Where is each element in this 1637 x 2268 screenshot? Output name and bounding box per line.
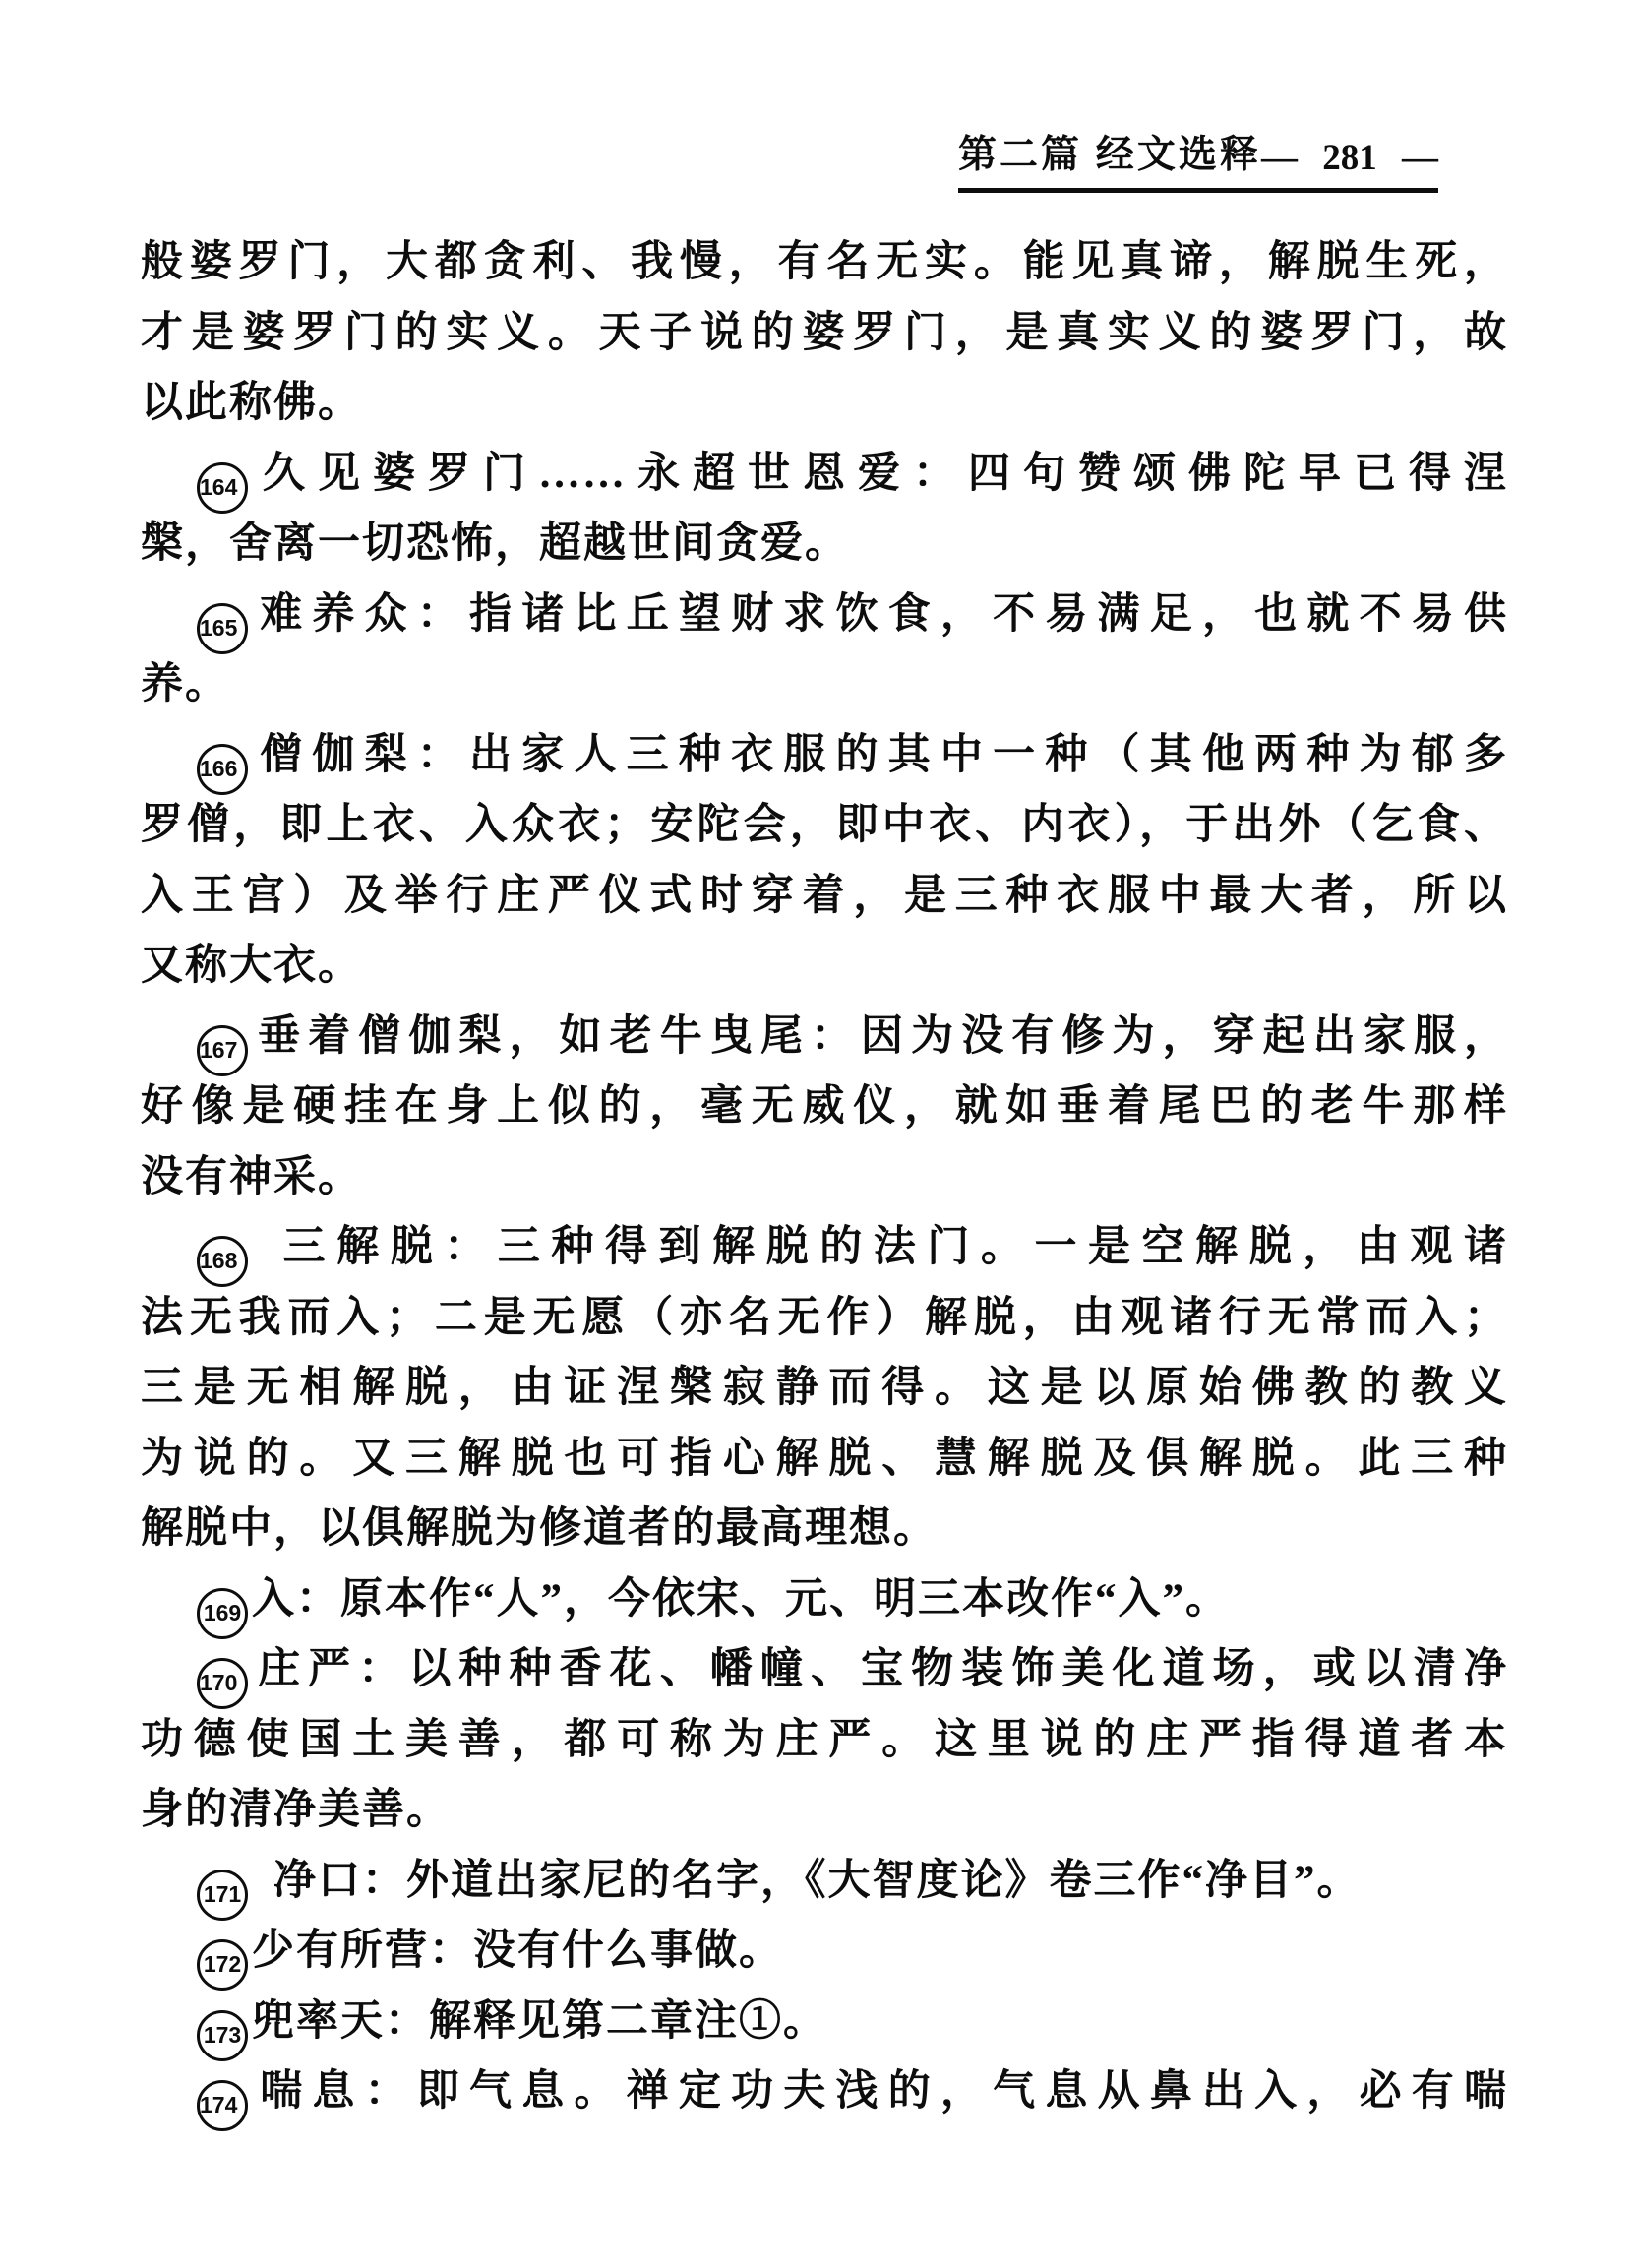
footnote-number-badge: 174 (197, 2080, 248, 2131)
text-line: 养。 (141, 661, 229, 707)
footnote-number-badge: 170 (197, 1658, 248, 1709)
footnote-line: 171 净口：外道出家尼的名字，《大智度论》卷三作“净目”。 (141, 1846, 1508, 1917)
text-line: 解脱中，以俱解脱为修道者的最高理想。 (141, 1505, 938, 1552)
footnote-number-badge: 166 (197, 744, 248, 795)
text-line: 法无我而入；二是无愿（亦名无作）解脱，由观诸行无常而入； (141, 1294, 1508, 1341)
text-line: 才是婆罗门的实义。天子说的婆罗门，是真实义的婆罗门，故 (141, 309, 1508, 356)
text-block (141, 227, 1508, 2127)
footnote-line: 165 难养众：指诸比丘望财求饮食，不易满足，也就不易供 (141, 580, 1508, 650)
footnote-number-badge: 172 (197, 1939, 248, 1991)
footnote-number-badge: 173 (197, 2010, 248, 2061)
header-page-number: — 281 — (1261, 138, 1438, 178)
text-line: 为说的。又三解脱也可指心解脱、慧解脱及俱解脱。此三种 (141, 1435, 1508, 1482)
footnote-number-badge: 171 (197, 1870, 248, 1921)
footnote-line: 166 僧伽梨：出家人三种衣服的其中一种（其他两种为郁多 (141, 720, 1508, 791)
text-line: 又称大衣。 (141, 943, 362, 989)
footnote-number-badge: 169 (197, 1588, 248, 1639)
footnote-line: 168 三解脱：三种得到解脱的法门。一是空解脱，由观诸 (141, 1212, 1508, 1283)
footnote-line: 167 垂着僧伽梨，如老牛曳尾：因为没有修为，穿起出家服， (141, 1002, 1508, 1073)
text-line: 罗僧，即上衣、入众衣；安陀会，即中衣、内衣），于出外（乞食、 (141, 802, 1508, 848)
text-line: 三是无相解脱，由证涅槃寂静而得。这是以原始佛教的教义 (141, 1365, 1508, 1411)
footnote-line: 169 入：原本作“人”，今依宋、元、明三本改作“入”。 (141, 1564, 1508, 1635)
text-line: 身的清净美善。 (141, 1787, 451, 1833)
footnote-number-badge: 164 (197, 462, 248, 514)
footnote-line: 172 少有所营：没有什么事做。 (141, 1916, 1508, 1987)
footnote-line: 174 喘息：即气息。禅定功夫浅的，气息从鼻出入，必有喘 (141, 2056, 1508, 2127)
footnote-line: 164 久见婆罗门……永超世恩爱：四句赞颂佛陀早已得涅 (141, 439, 1508, 510)
text-line: 入王宫）及举行庄严仪式时穿着，是三种衣服中最大者，所以 (141, 872, 1508, 919)
text-line: 般婆罗门，大都贪利、我慢，有名无实。能见真谛，解脱生死， (141, 239, 1508, 285)
text-line: 槃，舍离一切恐怖，超越世间贪爱。 (141, 521, 849, 567)
footnote-line: 170 庄严：以种种香花、幡幢、宝物装饰美化道场，或以清净 (141, 1634, 1508, 1705)
text-line: 没有神采。 (141, 1153, 362, 1200)
text-line: 功德使国土美善，都可称为庄严。这里说的庄严指得道者本 (141, 1716, 1508, 1763)
footnote-number-badge: 165 (197, 603, 248, 654)
page-header (958, 124, 1438, 193)
text-line: 以此称佛。 (141, 380, 362, 426)
footnote-line: 173 兜率天：解释见第二章注①。 (141, 1987, 1508, 2057)
footnote-number-badge: 167 (197, 1025, 248, 1076)
header-section-title: 第二篇 经文选释 (958, 134, 1261, 176)
footnote-number-badge: 168 (197, 1236, 248, 1287)
text-line: 好像是硬挂在身上似的，毫无威仪，就如垂着尾巴的老牛那样 (141, 1083, 1508, 1130)
